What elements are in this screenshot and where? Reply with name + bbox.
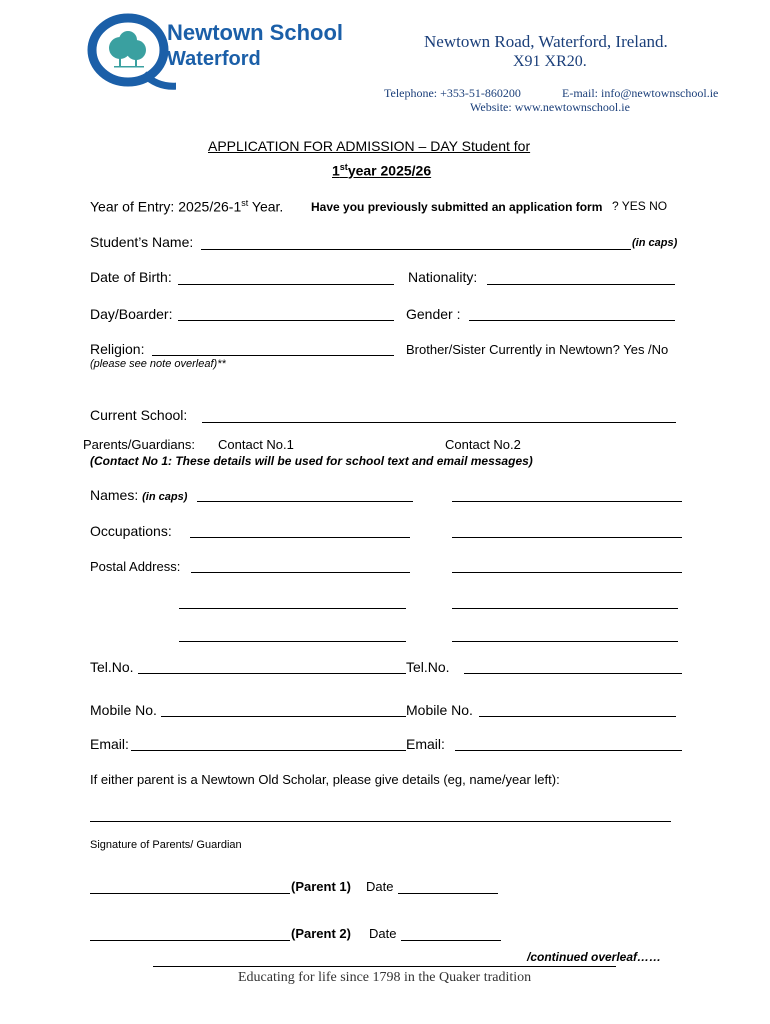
- footer-rule: [153, 966, 616, 967]
- form-title: APPLICATION FOR ADMISSION – DAY Student for: [208, 138, 531, 154]
- signature-label: Signature of Parents/ Guardian: [90, 839, 242, 851]
- email2-label: Email:: [406, 736, 445, 752]
- contact1-heading: Contact No.1: [218, 437, 294, 452]
- nationality-label: Nationality:: [408, 269, 478, 285]
- dob-field[interactable]: [178, 284, 394, 285]
- parent1-occupation-field[interactable]: [190, 537, 410, 538]
- contact-note: (Contact No 1: These details will be used for school text and email messages): [90, 454, 533, 468]
- subtitle-sup: st: [339, 162, 348, 172]
- parent1-tel-field[interactable]: [138, 673, 406, 674]
- tel2-label: Tel.No.: [406, 659, 450, 675]
- subtitle-year: year 2025/26: [347, 162, 432, 179]
- continued-overleaf: /continued overleaf……: [527, 950, 662, 964]
- contact2-heading: Contact No.2: [445, 437, 521, 452]
- year-of-entry-sup: st: [241, 198, 249, 208]
- parent2-name-field[interactable]: [452, 501, 682, 502]
- gender-field[interactable]: [469, 320, 675, 321]
- footer-motto: Educating for life since 1798 in the Quaker tradition: [238, 970, 532, 985]
- parent2-address-line2[interactable]: [452, 608, 678, 609]
- logo-q-emblem: [86, 10, 176, 94]
- parent2-date-label: Date: [369, 926, 397, 941]
- mobile1-label: Mobile No.: [90, 702, 157, 718]
- student-name-label: Student’s Name:: [90, 234, 194, 250]
- school-address-line2: X91 XR20.: [513, 53, 587, 70]
- religion-label: Religion:: [90, 341, 145, 357]
- form-subtitle: [332, 162, 431, 179]
- in-caps-note: (in caps): [632, 237, 678, 249]
- parent1-signature-label: (Parent 1): [291, 879, 351, 894]
- occupations-label: Occupations:: [90, 523, 172, 539]
- parent1-signature-field[interactable]: [90, 893, 290, 894]
- names-label: [90, 487, 187, 503]
- parent1-address-line3[interactable]: [179, 641, 406, 642]
- nationality-field[interactable]: [487, 284, 675, 285]
- school-email: E-mail: info@newtownschool.ie: [562, 86, 719, 100]
- current-school-field[interactable]: [202, 422, 676, 423]
- parent1-mobile-field[interactable]: [161, 716, 406, 717]
- names-label-text: Names:: [90, 487, 139, 503]
- religion-field[interactable]: [152, 355, 394, 356]
- parent1-date-label: Date: [366, 879, 394, 894]
- day-boarder-field[interactable]: [178, 320, 394, 321]
- school-telephone: Telephone: +353-51-860200: [384, 86, 521, 100]
- parent2-date-field[interactable]: [401, 940, 501, 941]
- parent2-email-field[interactable]: [455, 750, 682, 751]
- school-name-line1: Newtown School: [167, 20, 343, 45]
- current-school-label: Current School:: [90, 407, 188, 423]
- school-website: Website: www.newtownschool.ie: [470, 100, 630, 114]
- old-scholar-field[interactable]: [90, 821, 671, 822]
- day-boarder-label: Day/Boarder:: [90, 306, 173, 322]
- postal-address-label: Postal Address:: [90, 559, 181, 574]
- year-of-entry-text: Year of Entry: 2025/26-1: [90, 198, 242, 215]
- year-of-entry: [90, 198, 283, 215]
- parents-heading: Parents/Guardians:: [83, 437, 196, 452]
- dob-label: Date of Birth:: [90, 269, 172, 285]
- email1-label: Email:: [90, 736, 129, 752]
- old-scholar-question: If either parent is a Newtown Old Scholar, please give details (eg, name/year left):: [90, 772, 560, 787]
- student-name-field[interactable]: [201, 249, 631, 250]
- parent2-signature-label: (Parent 2): [291, 926, 351, 941]
- parent1-address-line2[interactable]: [179, 608, 406, 609]
- religion-note: (please see note overleaf)**: [90, 358, 226, 370]
- gender-label: Gender :: [406, 306, 461, 322]
- parent2-occupation-field[interactable]: [452, 537, 682, 538]
- previous-application-question: Have you previously submitted an application form: [311, 200, 603, 214]
- parent2-tel-field[interactable]: [464, 673, 682, 674]
- parent1-address-line1[interactable]: [191, 572, 410, 573]
- parent2-address-line3[interactable]: [452, 641, 678, 642]
- school-address-line1: Newtown Road, Waterford, Ireland.: [424, 32, 668, 51]
- parent1-email-field[interactable]: [131, 750, 406, 751]
- parent1-name-field[interactable]: [197, 501, 413, 502]
- parent2-address-line1[interactable]: [452, 572, 682, 573]
- sibling-question[interactable]: Brother/Sister Currently in Newtown? Yes /No: [406, 342, 669, 357]
- parent2-signature-field[interactable]: [90, 940, 290, 941]
- names-caps-note: (in caps): [142, 491, 188, 503]
- parent1-date-field[interactable]: [398, 893, 498, 894]
- tel1-label: Tel.No.: [90, 659, 134, 675]
- school-name-line2: Waterford: [167, 48, 261, 70]
- school-logo: [86, 10, 176, 94]
- mobile2-label: Mobile No.: [406, 702, 473, 718]
- previous-application-options[interactable]: ? YES NO: [612, 199, 668, 213]
- subtitle-number: 1: [332, 162, 340, 179]
- parent2-mobile-field[interactable]: [479, 716, 676, 717]
- year-of-entry-tail: Year.: [248, 198, 284, 215]
